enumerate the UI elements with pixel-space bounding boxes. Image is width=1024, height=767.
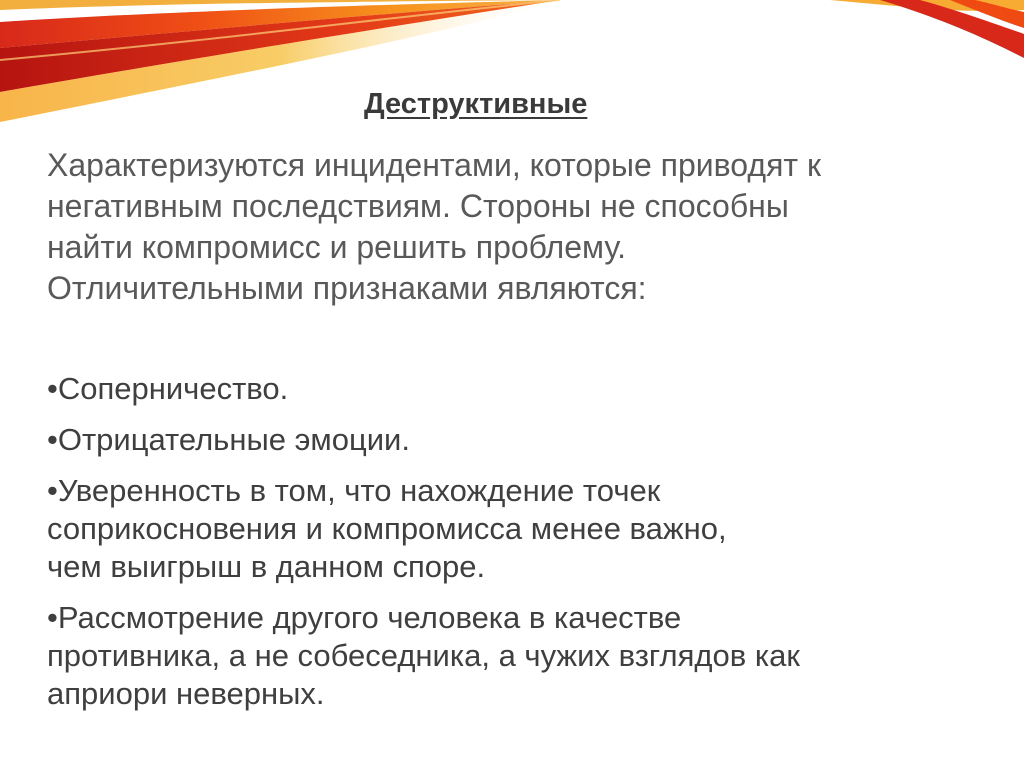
bullet-line: •Рассмотрение другого человека в качестве [47,600,682,635]
intro-paragraph [47,145,977,309]
intro-line: негативным последствиям. Стороны не способны [47,188,789,224]
bullet-item [47,421,997,459]
bullet-item [47,370,997,408]
bullet-line: априори неверных. [47,676,325,711]
bullet-list [47,370,997,726]
bullet-line: чем выигрыш в данном споре. [47,549,486,584]
intro-line: найти компромисс и решить проблему. [47,229,627,265]
bullet-line: •Отрицательные эмоции. [47,422,410,457]
bullet-line: противника, а не собеседника, а чужих взглядов как [47,638,800,673]
bullet-line: •Уверенность в том, что нахождение точек [47,473,661,508]
bullet-line: •Соперничество. [47,371,289,406]
bullet-item [47,599,997,713]
intro-line: Характеризуются инцидентами, которые приводят к [47,147,821,183]
bullet-line: соприкосновения и компромисса менее важно, [47,511,727,546]
intro-line: Отличительными признаками являются: [47,270,647,306]
slide-heading: Деструктивные [364,88,588,120]
bullet-item [47,472,997,586]
